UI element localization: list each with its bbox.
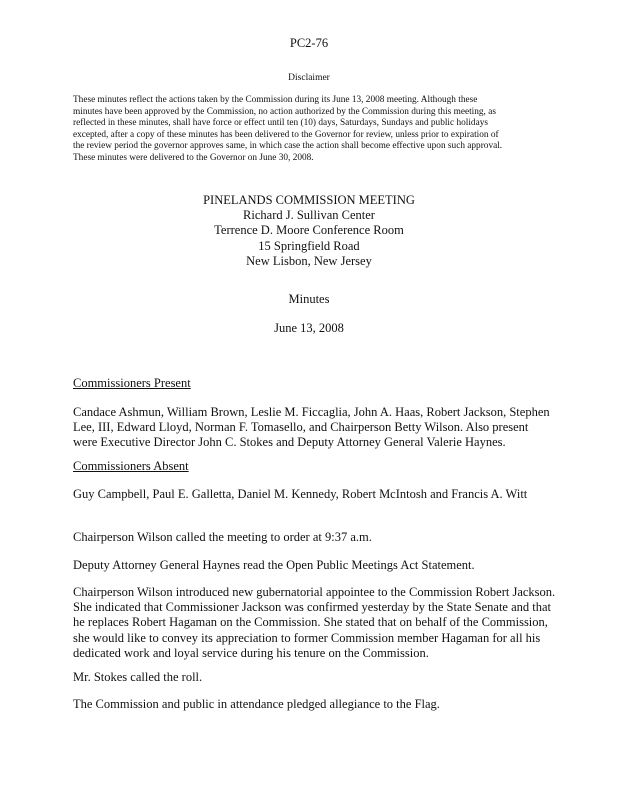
- present-line: Candace Ashmun, William Brown, Leslie M. Ficcaglia, John A. Haas, Robert Jackson, Stephen: [73, 405, 550, 419]
- present-list: [73, 405, 555, 451]
- meeting-header: [0, 193, 618, 269]
- disclaimer-title: Disclaimer: [288, 73, 330, 83]
- page-number: PC2-76: [289, 36, 329, 50]
- meeting-city: New Lisbon, New Jersey: [246, 253, 372, 268]
- introduction-line: dedicated work and loyal service during his tenure on the Commission.: [73, 645, 429, 660]
- disclaimer-body: [73, 95, 551, 165]
- present-line: were Executive Director John C. Stokes and Deputy Attorney General Valerie Haynes.: [73, 435, 506, 450]
- disclaimer-line: reflected in these minutes, shall have force or effect until ten (10) days, Saturdays, Sundays and public holidays: [73, 118, 488, 129]
- disclaimer-line: These minutes reflect the actions taken by the Commission during its June 13, 2008 meeting. Although these: [73, 95, 478, 105]
- meeting-address: 15 Springfield Road: [258, 238, 360, 253]
- introduction-line: Chairperson Wilson introduced new gubernatorial appointee to the Commission Robert Jackson.: [73, 585, 556, 599]
- introduction-paragraph: [73, 585, 555, 661]
- disclaimer-line: minutes have been approved by the Commission, no action authorized by the Commission during this meeting, as: [73, 106, 496, 117]
- introduction-line: She indicated that Commissioner Jackson was confirmed yesterday by the State Senate and that: [73, 600, 552, 615]
- roll-call-paragraph: Mr. Stokes called the roll.: [73, 670, 203, 684]
- meeting-venue: Richard J. Sullivan Center: [243, 208, 375, 223]
- disclaimer-line: These minutes were delivered to the Governor on June 30, 2008.: [73, 152, 314, 163]
- minutes-label: Minutes: [288, 292, 330, 306]
- call-to-order-paragraph: Chairperson Wilson called the meeting to order at 9:37 a.m.: [73, 530, 372, 544]
- present-line: Lee, III, Edward Lloyd, Norman F. Tomasello, and Chairperson Betty Wilson. Also present: [73, 420, 529, 435]
- absent-heading: Commissioners Absent: [73, 459, 189, 473]
- introduction-line: he replaces Robert Hagaman on the Commission. She stated that on behalf of the Commission,: [73, 615, 548, 630]
- absent-list: Guy Campbell, Paul E. Galletta, Daniel M. Kennedy, Robert McIntosh and Francis A. Witt: [73, 487, 528, 501]
- opma-paragraph: Deputy Attorney General Haynes read the Open Public Meetings Act Statement.: [73, 558, 475, 572]
- meeting-date: June 13, 2008: [274, 321, 344, 335]
- meeting-title: PINELANDS COMMISSION MEETING: [203, 193, 415, 207]
- introduction-line: she would like to convey its appreciation to former Commission member Hagaman for all his: [73, 630, 541, 645]
- disclaimer-line: the review period the governor approves same, in which case the action shall become effective upon such approval.: [73, 141, 503, 152]
- pledge-paragraph: The Commission and public in attendance pledged allegiance to the Flag.: [73, 697, 440, 711]
- present-heading: Commissioners Present: [73, 376, 191, 390]
- disclaimer-line: excepted, after a copy of these minutes has been delivered to the Governor for review, unless prior to expiration of: [73, 129, 499, 140]
- meeting-room: Terrence D. Moore Conference Room: [214, 223, 404, 238]
